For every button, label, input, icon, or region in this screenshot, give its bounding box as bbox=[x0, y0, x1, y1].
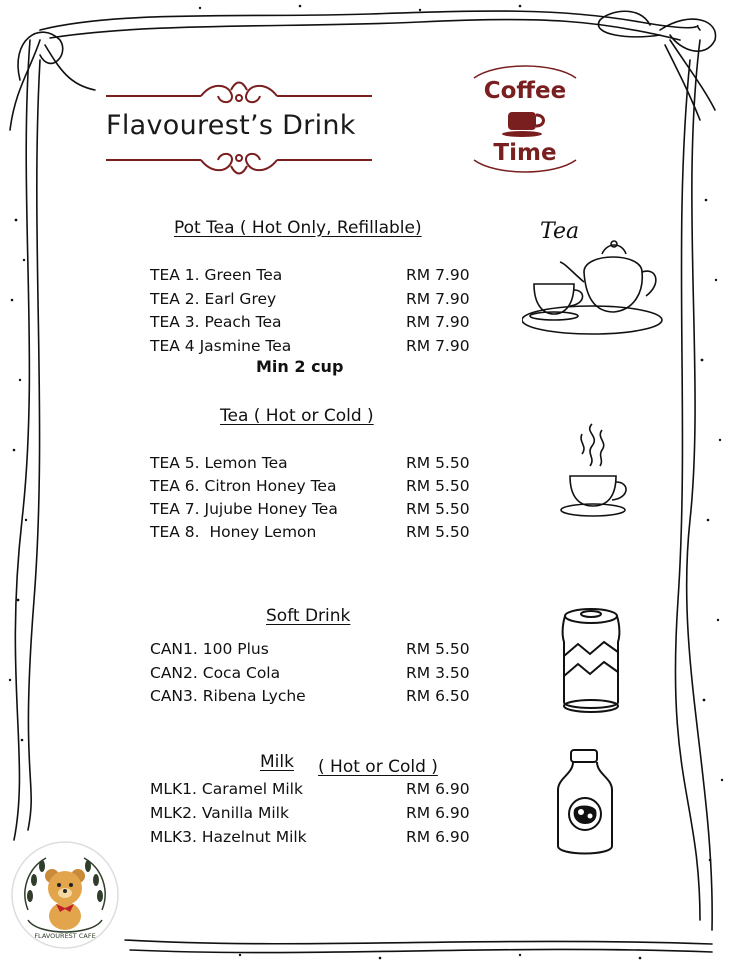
section-heading-pot-tea: Pot Tea ( Hot Only, Refillable) bbox=[174, 218, 422, 238]
menu-item: TEA 6. Citron Honey Tea bbox=[150, 477, 337, 495]
menu-item-price: RM 5.50 bbox=[406, 640, 470, 658]
menu-item: MLK3. Hazelnut Milk bbox=[150, 828, 307, 846]
section-heading-tea: Tea ( Hot or Cold ) bbox=[220, 406, 374, 426]
section-heading-milk-suffix: ( Hot or Cold ) bbox=[318, 757, 438, 777]
menu-item-price: RM 5.50 bbox=[406, 477, 470, 495]
menu-item-price: RM 6.90 bbox=[406, 828, 470, 846]
menu-item: TEA 4 Jasmine Tea bbox=[150, 337, 292, 355]
menu-item: TEA 2. Earl Grey bbox=[150, 290, 277, 308]
menu-item-price: RM 7.90 bbox=[406, 290, 470, 308]
menu-item: MLK2. Vanilla Milk bbox=[150, 804, 289, 822]
menu-item-price: RM 7.90 bbox=[406, 266, 470, 284]
menu-item-price: RM 6.90 bbox=[406, 804, 470, 822]
section-heading-milk: Milk bbox=[260, 752, 294, 772]
menu-item-price: RM 7.90 bbox=[406, 313, 470, 331]
menu-item: MLK1. Caramel Milk bbox=[150, 780, 303, 798]
menu-item: TEA 3. Peach Tea bbox=[150, 313, 282, 331]
menu-item-price: RM 5.50 bbox=[406, 523, 470, 541]
milk-bottle-icon bbox=[554, 748, 616, 858]
menu-item-price: RM 5.50 bbox=[406, 500, 470, 518]
logo-text: FLAVOUREST CAFE bbox=[34, 932, 96, 940]
menu-item-price: RM 7.90 bbox=[406, 337, 470, 355]
menu-item-price: RM 5.50 bbox=[406, 454, 470, 472]
min-cup-note: Min 2 cup bbox=[256, 357, 344, 376]
menu-item: CAN1. 100 Plus bbox=[150, 640, 269, 658]
title-flourish-bottom bbox=[106, 148, 372, 178]
menu-title: Flavourest’s Drink bbox=[106, 110, 356, 141]
badge-line2: Time bbox=[493, 140, 557, 166]
menu-item: TEA 7. Jujube Honey Tea bbox=[150, 500, 338, 518]
menu-item: CAN2. Coca Cola bbox=[150, 664, 281, 682]
menu-item: TEA 5. Lemon Tea bbox=[150, 454, 288, 472]
menu-item-price: RM 6.90 bbox=[406, 780, 470, 798]
menu-item: TEA 8. Honey Lemon bbox=[150, 523, 317, 541]
menu-item-price: RM 3.50 bbox=[406, 664, 470, 682]
teapot-icon bbox=[522, 212, 668, 342]
soda-can-icon bbox=[558, 606, 624, 722]
title-flourish-top bbox=[106, 78, 372, 108]
steaming-cup-icon bbox=[558, 420, 634, 522]
menu-item-price: RM 6.50 bbox=[406, 687, 470, 705]
menu-item: CAN3. Ribena Lyche bbox=[150, 687, 306, 705]
badge-line1: Coffee bbox=[483, 78, 567, 104]
menu-item: TEA 1. Green Tea bbox=[150, 266, 283, 284]
coffee-time-badge bbox=[466, 60, 584, 178]
teapot-label: Tea bbox=[540, 219, 580, 244]
cafe-logo bbox=[10, 840, 120, 950]
section-heading-soft-drink: Soft Drink bbox=[266, 606, 351, 626]
